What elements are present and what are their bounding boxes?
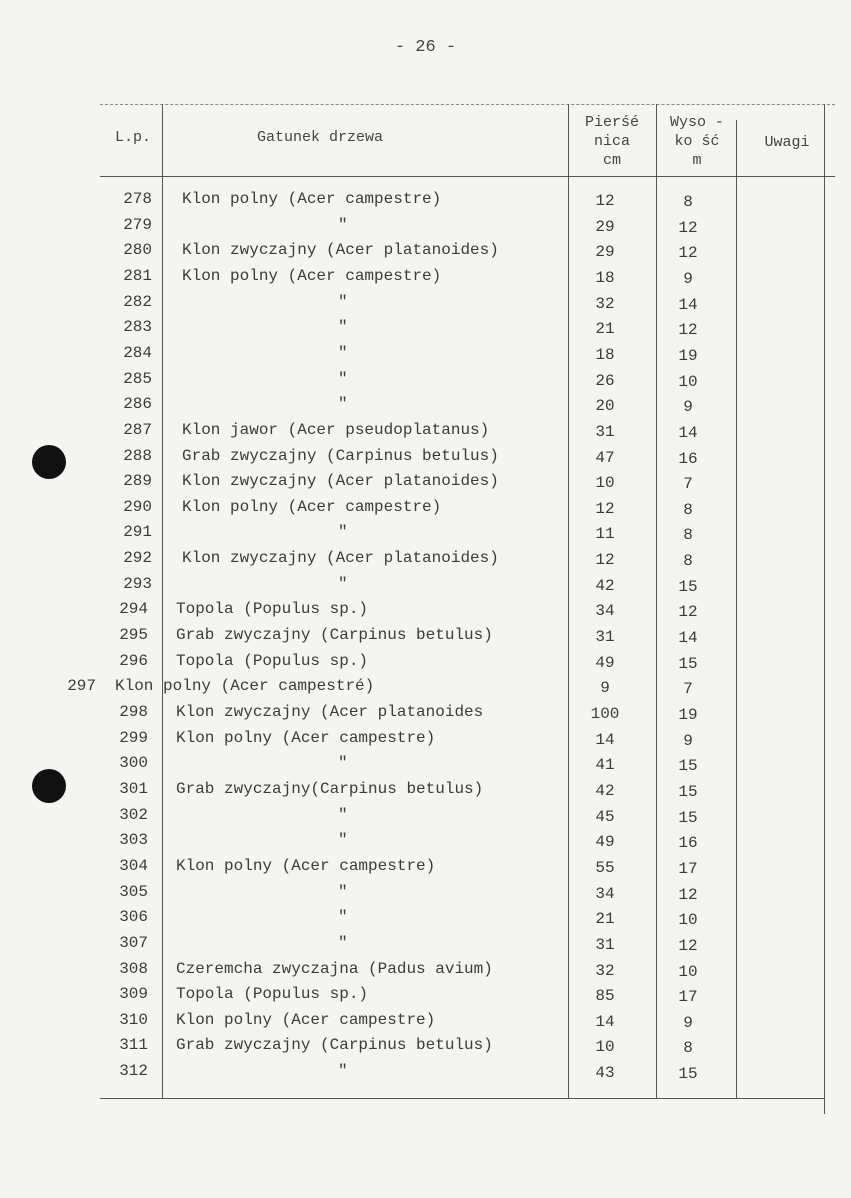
row-height: 12 [678,321,698,339]
row-species: Klon zwyczajny (Acer platanoides) [182,549,499,567]
row-species: Klon zwyczajny (Acer platanoides) [182,241,499,259]
header-height-line: m [692,152,702,169]
column-divider-species [568,104,569,1099]
row-lp: 297 [67,677,96,695]
row-girth: 41 [595,756,615,774]
row-height: 8 [683,501,693,519]
row-height: 8 [683,552,693,570]
row-species-ditto: " [338,934,348,952]
row-height: 7 [683,680,693,698]
row-lp: 291 [123,523,152,541]
row-lp: 295 [119,626,148,644]
row-lp: 300 [119,754,148,772]
row-species: Grab zwyczajny (Carpinus betulus) [176,626,493,644]
row-girth: 32 [595,962,615,980]
row-species: Klon polny (Acer campestre) [182,267,442,285]
row-height: 10 [678,373,698,391]
row-girth: 21 [595,910,615,928]
row-height: 12 [678,886,698,904]
row-species: Topola (Populus sp.) [176,985,369,1003]
row-girth: 31 [595,423,615,441]
row-lp: 298 [119,703,148,721]
row-girth: 45 [595,808,615,826]
table-right-edge [824,104,825,1114]
row-height: 14 [678,424,698,442]
header-height-line: Wyso - [669,114,724,131]
header-girth-line: nica [593,133,630,150]
row-lp: 310 [119,1011,148,1029]
row-species: Klon polny (Acer campestre) [176,729,436,747]
row-species-ditto: " [338,395,348,413]
row-girth: 26 [595,372,615,390]
row-girth: 49 [595,654,615,672]
row-girth: 47 [595,449,615,467]
row-lp: 293 [123,575,152,593]
row-lp: 279 [123,216,152,234]
row-species-ditto: " [338,216,348,234]
row-height: 8 [683,1039,693,1057]
row-height: 17 [678,860,698,878]
header-girth-line: cm [602,152,621,169]
row-lp: 290 [123,498,152,516]
column-divider-lp [162,104,163,1099]
row-height: 9 [683,270,693,288]
row-height: 19 [678,706,698,724]
page-number: - 26 - [394,38,457,57]
row-species: Klon polny (Acer campestre) [182,498,442,516]
row-species: Klon jawor (Acer pseudoplatanus) [182,421,490,439]
row-species: Klon polny (Acer campestré) [115,677,375,695]
row-lp: 305 [119,883,148,901]
row-species-ditto: " [338,883,348,901]
row-girth: 85 [595,987,615,1005]
row-lp: 299 [119,729,148,747]
row-lp: 307 [119,934,148,952]
row-species: Klon zwyczajny (Acer platanoides) [182,472,499,490]
row-lp: 312 [119,1062,148,1080]
row-species-ditto: " [338,754,348,772]
row-height: 14 [678,296,698,314]
row-lp: 309 [119,985,148,1003]
row-girth: 18 [595,346,615,364]
row-lp: 304 [119,857,148,875]
row-girth: 34 [595,885,615,903]
header-species: Gatunek drzewa [256,129,384,146]
header-height-line: ko ść [674,133,720,150]
row-species-ditto: " [338,806,348,824]
row-lp: 292 [123,549,152,567]
row-species-ditto: " [338,908,348,926]
row-height: 15 [678,655,698,673]
row-height: 16 [678,450,698,468]
row-girth: 20 [595,397,615,415]
row-girth: 31 [595,628,615,646]
row-height: 12 [678,937,698,955]
row-species: Grab zwyczajny (Carpinus betulus) [176,1036,493,1054]
row-height: 8 [683,193,693,211]
row-girth: 14 [595,731,615,749]
table-top-rule [100,104,835,105]
row-species-ditto: " [338,370,348,388]
column-divider-height [736,120,737,1099]
row-species: Czeremcha zwyczajna (Padus avium) [176,960,493,978]
row-height: 19 [678,347,698,365]
row-girth: 21 [595,320,615,338]
row-height: 9 [683,732,693,750]
punch-hole [32,445,66,479]
row-girth: 43 [595,1064,615,1082]
row-girth: 31 [595,936,615,954]
row-height: 12 [678,603,698,621]
row-lp: 303 [119,831,148,849]
row-lp: 286 [123,395,152,413]
row-lp: 284 [123,344,152,362]
row-height: 12 [678,219,698,237]
row-height: 15 [678,1065,698,1083]
row-height: 15 [678,783,698,801]
row-girth: 10 [595,1038,615,1056]
row-girth: 12 [595,192,615,210]
row-girth: 42 [595,782,615,800]
row-lp: 302 [119,806,148,824]
row-lp: 296 [119,652,148,670]
punch-hole [32,769,66,803]
row-girth: 12 [595,500,615,518]
row-species: Klon zwyczajny (Acer platanoides [176,703,484,721]
row-girth: 11 [595,525,615,543]
header-lp: L.p. [114,129,151,146]
row-species-ditto: " [338,318,348,336]
header-girth-line: Pierśé [584,114,639,131]
row-girth: 49 [595,833,615,851]
row-height: 15 [678,809,698,827]
row-height: 9 [683,1014,693,1032]
row-height: 16 [678,834,698,852]
header-girth [570,113,654,170]
row-species-ditto: " [338,575,348,593]
row-lp: 311 [119,1036,148,1054]
row-girth: 29 [595,218,615,236]
row-species: Grab zwyczajny (Carpinus betulus) [182,447,499,465]
row-species-ditto: " [338,344,348,362]
row-species-ditto: " [338,831,348,849]
row-lp: 280 [123,241,152,259]
row-height: 7 [683,475,693,493]
row-girth: 32 [595,295,615,313]
row-girth: 12 [595,551,615,569]
header-height [660,113,734,170]
row-girth: 42 [595,577,615,595]
row-height: 14 [678,629,698,647]
row-girth: 18 [595,269,615,287]
row-girth: 55 [595,859,615,877]
row-lp: 282 [123,293,152,311]
row-lp: 285 [123,370,152,388]
row-lp: 287 [123,421,152,439]
header-notes: Uwagi [764,134,810,151]
row-height: 15 [678,757,698,775]
row-species: Klon polny (Acer campestre) [176,1011,436,1029]
row-height: 17 [678,988,698,1006]
row-species: Topola (Populus sp.) [176,652,369,670]
row-lp: 288 [123,447,152,465]
row-lp: 278 [123,190,152,208]
row-girth: 9 [600,679,610,697]
row-species: Klon polny (Acer campestre) [176,857,436,875]
column-divider-girth [656,104,657,1099]
row-height: 8 [683,526,693,544]
row-lp: 283 [123,318,152,336]
row-species-ditto: " [338,523,348,541]
row-species: Klon polny (Acer campestre) [182,190,442,208]
row-girth: 29 [595,243,615,261]
row-lp: 294 [119,600,148,618]
row-girth: 10 [595,474,615,492]
header-bottom-rule [100,176,835,177]
row-lp: 306 [119,908,148,926]
row-height: 12 [678,244,698,262]
row-height: 10 [678,963,698,981]
row-girth: 34 [595,602,615,620]
row-species-ditto: " [338,1062,348,1080]
row-species: Topola (Populus sp.) [176,600,369,618]
row-height: 10 [678,911,698,929]
row-lp: 281 [123,267,152,285]
row-height: 9 [683,398,693,416]
row-girth: 14 [595,1013,615,1031]
row-lp: 308 [119,960,148,978]
row-lp: 289 [123,472,152,490]
row-species-ditto: " [338,293,348,311]
row-species: Grab zwyczajny(Carpinus betulus) [176,780,484,798]
table-bottom-rule [100,1098,825,1099]
row-lp: 301 [119,780,148,798]
row-girth: 100 [590,705,620,723]
row-height: 15 [678,578,698,596]
